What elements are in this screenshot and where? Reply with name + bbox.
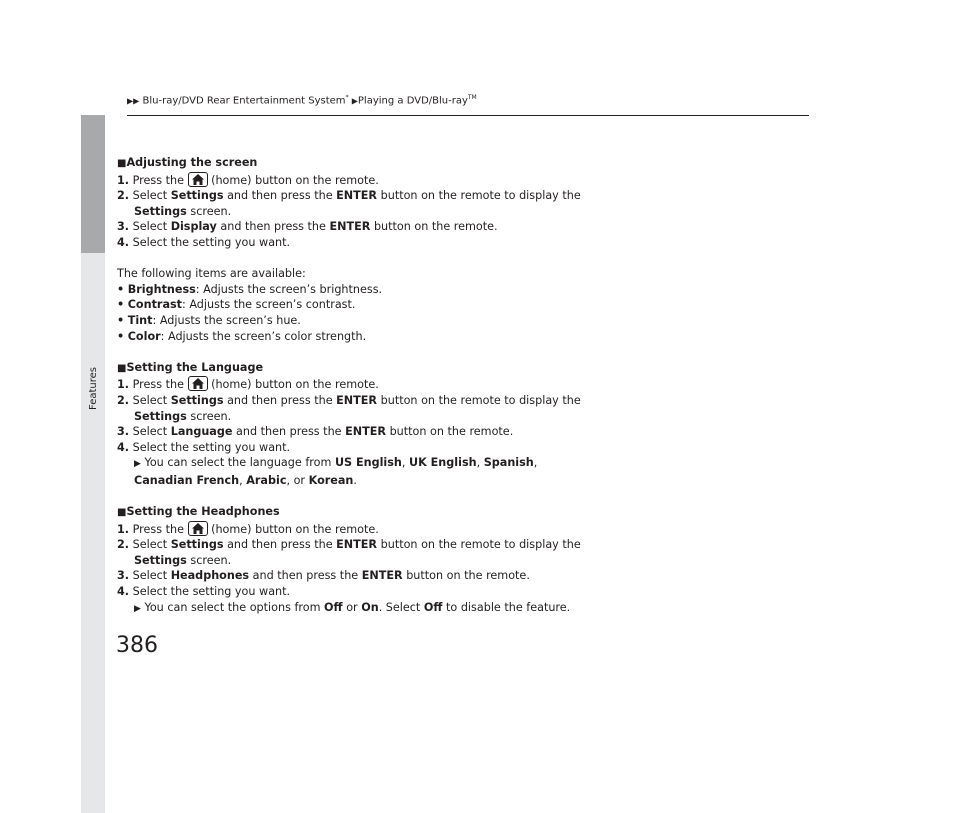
section-title: ■Setting the Language (117, 360, 264, 374)
breadcrumb (127, 94, 477, 106)
breadcrumb-asterisk: * (345, 94, 349, 101)
step-3: 3. Select Headphones and then press the ENTER button on the remote. (117, 569, 530, 583)
sidebar-tab-features (81, 115, 105, 253)
list-item: • Tint: Adjusts the screen’s hue. (117, 313, 301, 327)
breadcrumb-part2[interactable]: Playing a DVD/Blu-ray (357, 95, 468, 107)
list-item: • Brightness: Adjusts the screen’s brightness. (117, 282, 383, 296)
step-3: 3. Select Display and then press the ENTER button on the remote. (117, 220, 498, 234)
step-4: 4. Select the setting you want. (117, 585, 291, 599)
step-4-note: ▶ You can select the language from US English, UK English, Spanish, (134, 456, 538, 470)
home-icon (188, 521, 208, 536)
section-square-icon: ■ (117, 158, 127, 169)
items-intro: The following items are available: (117, 267, 306, 281)
page-number: 386 (116, 633, 158, 658)
step-2-cont: Settings screen. (134, 553, 232, 567)
step-1: 1. Press the (home) button on the remote. (117, 173, 379, 187)
step-2: 2. Select Settings and then press the ENTER button on the remote to display the (117, 538, 581, 552)
breadcrumb-arrow-icon: ▶▶ (127, 96, 140, 106)
section-square-icon: ■ (117, 507, 127, 519)
section-title: ■Setting the Headphones (117, 505, 280, 519)
breadcrumb-arrow-icon: ▶ (351, 96, 358, 106)
section-title: ■Adjusting the screen (117, 156, 258, 169)
page-content (117, 155, 587, 617)
step-4: 4. Select the setting you want. (117, 235, 291, 249)
list-item: • Color: Adjusts the screen’s color strength. (117, 329, 367, 343)
list-item: • Contrast: Adjusts the screen’s contrast. (117, 298, 356, 312)
home-icon (188, 376, 208, 391)
step-4-note: ▶ You can select the options from Off or On. Select Off to disable the feature. (134, 600, 571, 614)
step-2: 2. Select Settings and then press the ENTER button on the remote to display the (117, 393, 581, 407)
step-3: 3. Select Language and then press the ENTER button on the remote. (117, 425, 514, 439)
sidebar-label: Features (88, 367, 99, 410)
header-rule (127, 115, 809, 116)
note-arrow-icon: ▶ (134, 459, 141, 470)
step-2-cont: Settings screen. (134, 409, 232, 423)
step-1: 1. Press the (home) button on the remote. (117, 378, 379, 392)
home-icon (188, 172, 208, 187)
step-4-note-cont: Canadian French, Arabic, or Korean. (134, 473, 357, 487)
sidebar-strip (81, 253, 105, 813)
step-2: 2. Select Settings and then press the ENTER button on the remote to display the (117, 189, 581, 203)
step-1: 1. Press the (home) button on the remote. (117, 522, 379, 536)
breadcrumb-tm: TM (467, 94, 477, 101)
breadcrumb-part1[interactable]: Blu-ray/DVD Rear Entertainment System (142, 95, 346, 107)
note-arrow-icon: ▶ (134, 603, 141, 614)
step-2-cont: Settings screen. (134, 204, 232, 218)
step-4: 4. Select the setting you want. (117, 440, 291, 454)
section-square-icon: ■ (117, 362, 127, 374)
